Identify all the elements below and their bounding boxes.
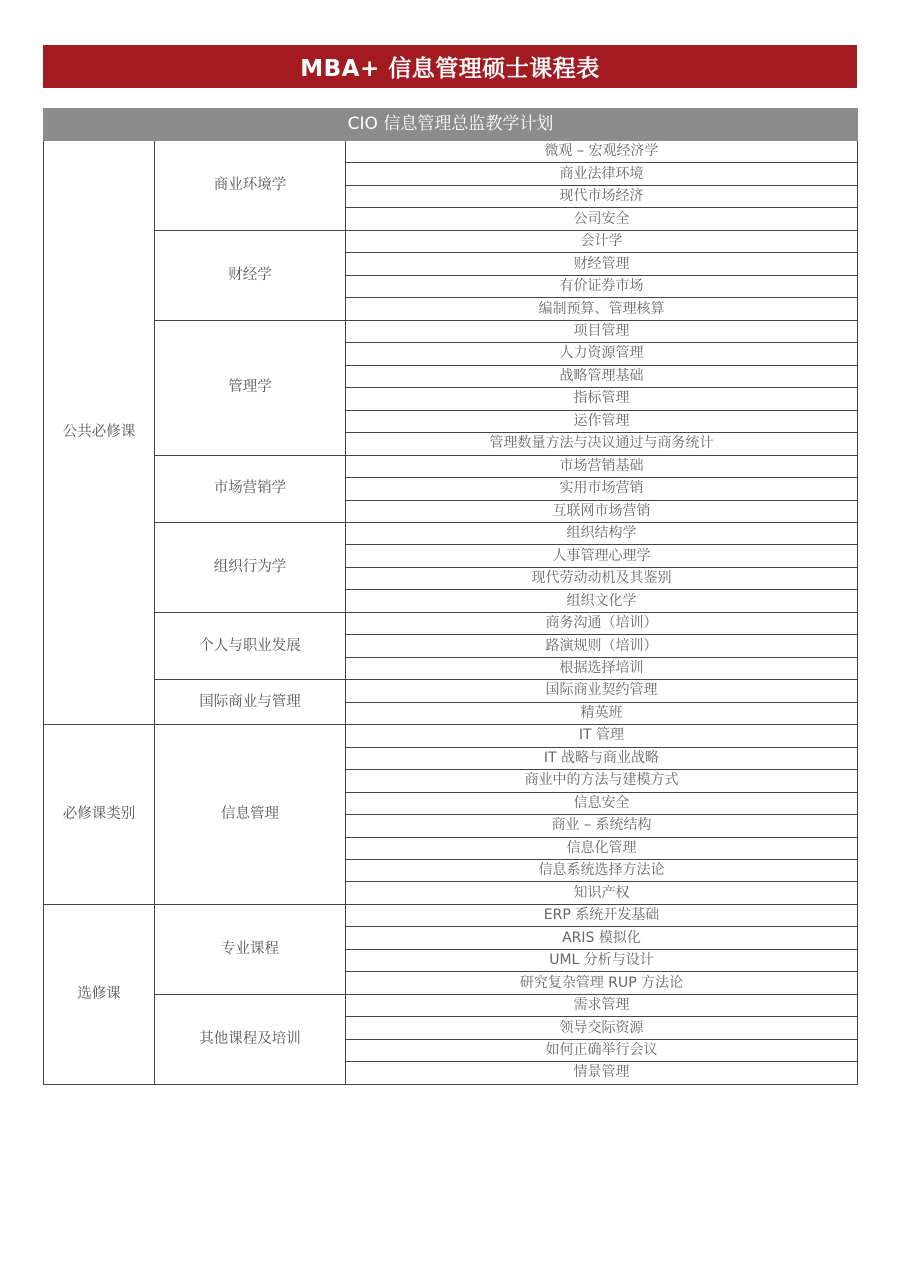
course-cell: 有价证券市场 bbox=[346, 275, 858, 297]
table-row bbox=[44, 230, 858, 252]
subject-cell: 市场营销学 bbox=[155, 455, 346, 522]
table-header-row bbox=[44, 109, 858, 141]
course-cell: 战略管理基础 bbox=[346, 365, 858, 387]
table-row bbox=[44, 680, 858, 702]
course-cell: 互联网市场营销 bbox=[346, 500, 858, 522]
course-cell: 根据选择培训 bbox=[346, 657, 858, 679]
subject-cell: 其他课程及培训 bbox=[155, 994, 346, 1084]
table-row bbox=[44, 612, 858, 634]
table-row bbox=[44, 320, 858, 342]
subject-cell: 商业环境学 bbox=[155, 141, 346, 231]
course-cell: 组织文化学 bbox=[346, 590, 858, 612]
subject-cell: 专业课程 bbox=[155, 904, 346, 994]
subject-cell: 财经学 bbox=[155, 230, 346, 320]
course-cell: 指标管理 bbox=[346, 388, 858, 410]
category-cell: 选修课 bbox=[44, 904, 155, 1084]
course-cell: ERP 系统开发基础 bbox=[346, 904, 858, 926]
course-cell: 管理数量方法与决议通过与商务统计 bbox=[346, 433, 858, 455]
course-cell: 公司安全 bbox=[346, 208, 858, 230]
table-header: CIO 信息管理总监教学计划 bbox=[44, 109, 858, 141]
course-cell: 财经管理 bbox=[346, 253, 858, 275]
course-cell: 商务沟通（培训） bbox=[346, 612, 858, 634]
course-cell: IT 管理 bbox=[346, 725, 858, 747]
course-cell: 需求管理 bbox=[346, 994, 858, 1016]
category-cell: 公共必修课 bbox=[44, 141, 155, 725]
course-cell: 研究复杂管理 RUP 方法论 bbox=[346, 972, 858, 994]
course-cell: 人事管理心理学 bbox=[346, 545, 858, 567]
table-row bbox=[44, 455, 858, 477]
course-table bbox=[43, 108, 858, 1085]
subject-cell: 个人与职业发展 bbox=[155, 612, 346, 679]
course-cell: 现代劳动动机及其鉴别 bbox=[346, 567, 858, 589]
course-cell: 如何正确举行会议 bbox=[346, 1039, 858, 1061]
course-cell: 知识产权 bbox=[346, 882, 858, 904]
table-row bbox=[44, 994, 858, 1016]
table-row bbox=[44, 141, 858, 163]
course-cell: 信息系统选择方法论 bbox=[346, 860, 858, 882]
course-cell: 商业中的方法与建模方式 bbox=[346, 770, 858, 792]
course-cell: 信息安全 bbox=[346, 792, 858, 814]
course-cell: 会计学 bbox=[346, 230, 858, 252]
course-cell: 精英班 bbox=[346, 702, 858, 724]
course-cell: 微观 – 宏观经济学 bbox=[346, 141, 858, 163]
course-cell: 人力资源管理 bbox=[346, 343, 858, 365]
course-cell: 实用市场营销 bbox=[346, 478, 858, 500]
course-cell: 商业法律环境 bbox=[346, 163, 858, 185]
course-cell: 情景管理 bbox=[346, 1062, 858, 1084]
subject-cell: 国际商业与管理 bbox=[155, 680, 346, 725]
course-cell: 信息化管理 bbox=[346, 837, 858, 859]
subject-cell: 信息管理 bbox=[155, 725, 346, 905]
table-row bbox=[44, 725, 858, 747]
course-cell: 运作管理 bbox=[346, 410, 858, 432]
category-cell: 必修课类别 bbox=[44, 725, 155, 905]
table-row bbox=[44, 904, 858, 926]
subject-cell: 组织行为学 bbox=[155, 522, 346, 612]
course-cell: UML 分析与设计 bbox=[346, 949, 858, 971]
page-title: MBA+ 信息管理硕士课程表 bbox=[43, 45, 857, 88]
course-cell: ARIS 模拟化 bbox=[346, 927, 858, 949]
course-cell: 编制预算、管理核算 bbox=[346, 298, 858, 320]
course-cell: 商业 – 系统结构 bbox=[346, 815, 858, 837]
course-cell: 领导交际资源 bbox=[346, 1017, 858, 1039]
course-cell: 组织结构学 bbox=[346, 522, 858, 544]
course-cell: 现代市场经济 bbox=[346, 185, 858, 207]
course-cell: 国际商业契约管理 bbox=[346, 680, 858, 702]
subject-cell: 管理学 bbox=[155, 320, 346, 455]
course-cell: 项目管理 bbox=[346, 320, 858, 342]
course-cell: IT 战略与商业战略 bbox=[346, 747, 858, 769]
course-cell: 路演规则（培训） bbox=[346, 635, 858, 657]
table-row bbox=[44, 522, 858, 544]
course-cell: 市场营销基础 bbox=[346, 455, 858, 477]
